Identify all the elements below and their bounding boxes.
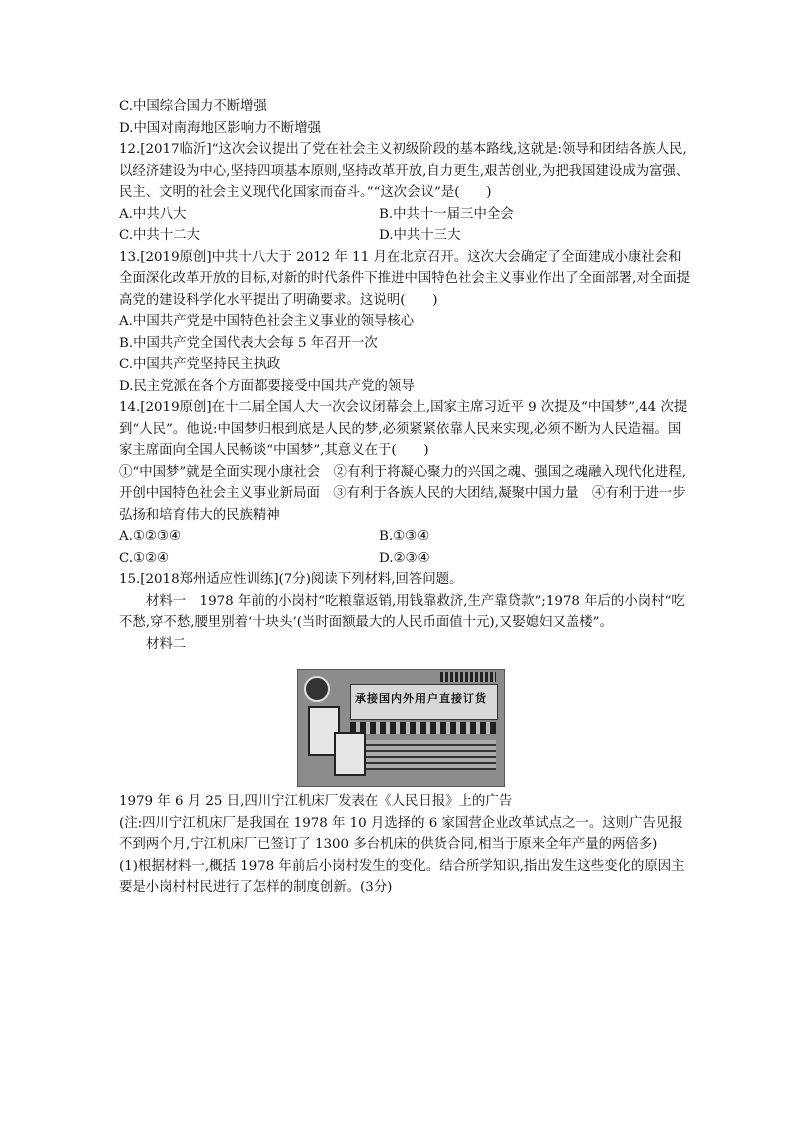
newspaper-advertisement-image	[297, 669, 505, 787]
header-text-strip	[440, 672, 496, 682]
material-two-figure-area	[119, 659, 691, 789]
question-13-option-a: A.中国共产党是中国特色社会主义事业的领导核心	[119, 314, 415, 329]
question-12-options-row1	[119, 204, 691, 226]
machine-tool-icon-2	[334, 732, 366, 776]
question-14-options-row2	[119, 548, 691, 570]
question-12-option-b: B.中共十一届三中全会	[379, 206, 514, 222]
question-14-statements: ①“中国梦”就是全面实现小康社会 ②有利于将凝心聚力的兴国之魂、强国之魂融入现代化进程,开创中国特色社会主义事业新局面 ③有利于各族人民的大团结,凝聚中国力量 ④有利于进一步弘扬和培育伟大的民族精神	[119, 464, 686, 523]
question-14-text: 14.[2019原创]在十二届全国人大一次会议闭幕会上,国家主席习近平 9 次提及“中国梦”,44 次提到“人民”。他说:中国梦归根到底是人民的梦,必须紧紧依靠人民来实现,必须不断为人民造福。国家主席面向全国人民畅谈“中国梦”,其意义在于( )	[119, 400, 688, 458]
question-12-option-d: D.中共十三大	[379, 228, 461, 243]
factory-logo-icon	[304, 676, 330, 702]
question-13	[119, 247, 691, 398]
question-12	[119, 139, 691, 247]
question-14-option-b: B.①③④	[379, 529, 430, 544]
figure-note: (注:四川宁江机床厂是我国在 1978 年 10 月选择的 6 家国营企业改革试点之一。这则广告见报不到两个月,宁江机床厂已签订了 1300 多台机床的供货合同,相当于原来全年产量的两倍多)	[119, 815, 683, 852]
question-14-option-a: A.①②③④	[119, 529, 181, 544]
question-14-options-row1	[119, 526, 691, 548]
question-12-options-row2	[119, 225, 691, 247]
option-c-prev: C.中国综合国力不断增强	[119, 99, 267, 114]
question-12-option-a: A.中共八大	[119, 206, 187, 222]
question-15-header: 15.[2018郑州适应性训练](7分)阅读下列材料,回答问题。	[119, 572, 463, 587]
question-14-option-c: C.①②④	[119, 550, 170, 566]
advertisement-headline: 承接国内外用户直接订货	[355, 692, 487, 705]
advertisement-print-row	[350, 722, 496, 734]
question-13-option-d: D.民主党派在各个方面都要接受中国共产党的领导	[119, 378, 415, 394]
material-two-label: 材料二	[146, 636, 187, 652]
advertisement-headline-band	[350, 684, 498, 720]
figure-caption: 1979 年 6 月 25 日,四川宁江机床厂发表在《人民日报》上的广告	[119, 794, 513, 809]
question-14-option-d: D.②③④	[379, 550, 430, 566]
question-13-text: 13.[2019原创]中共十八大于 2012 年 11 月在北京召开。这次大会确定了全面建成小康社会和全面深化改革开放的目标,对新的时代条件下推进中国特色社会主义事业作出了全面部署,对全面提高党的建设科学化水平提出了明确要求。这说明( )	[119, 249, 690, 308]
question-12-option-c: C.中共十二大	[119, 228, 200, 243]
option-d-prev: D.中国对南海地区影响力不断增强	[119, 120, 321, 136]
material-one: 材料一 1978 年前的小岗村“吃粮靠返销,用钱靠救济,生产靠贷款”;1978 年后的小岗村“吃不愁,穿不愁,腰里别着‘十块头’(当时面额最大的人民币面值十元),又娶媳妇又盖楼”。	[119, 593, 685, 630]
exam-page	[119, 96, 691, 899]
question-15-sub-1: (1)根据材料一,概括 1978 年前后小岗村发生的变化。结合所学知识,指出发生这些变化的原因主要是小岗村村民进行了怎样的制度创新。(3分)	[119, 858, 685, 895]
advertisement-body-text	[358, 740, 496, 770]
question-13-option-b: B.中国共产党全国代表大会每 5 年召开一次	[119, 335, 378, 351]
question-13-option-c: C.中国共产党坚持民主执政	[119, 357, 281, 372]
question-12-text: 12.[2017临沂]“这次会议提出了党在社会主义初级阶段的基本路线,这就是:领导和团结各族人民,以经济建设为中心,坚持四项基本原则,坚持改革开放,自力更生,艰苦创业,为把我国建设成为富强、民主、文明的社会主义现代化国家而奋斗。”“这次会议”是( )	[119, 142, 690, 200]
question-15	[119, 569, 691, 899]
question-14	[119, 397, 691, 569]
